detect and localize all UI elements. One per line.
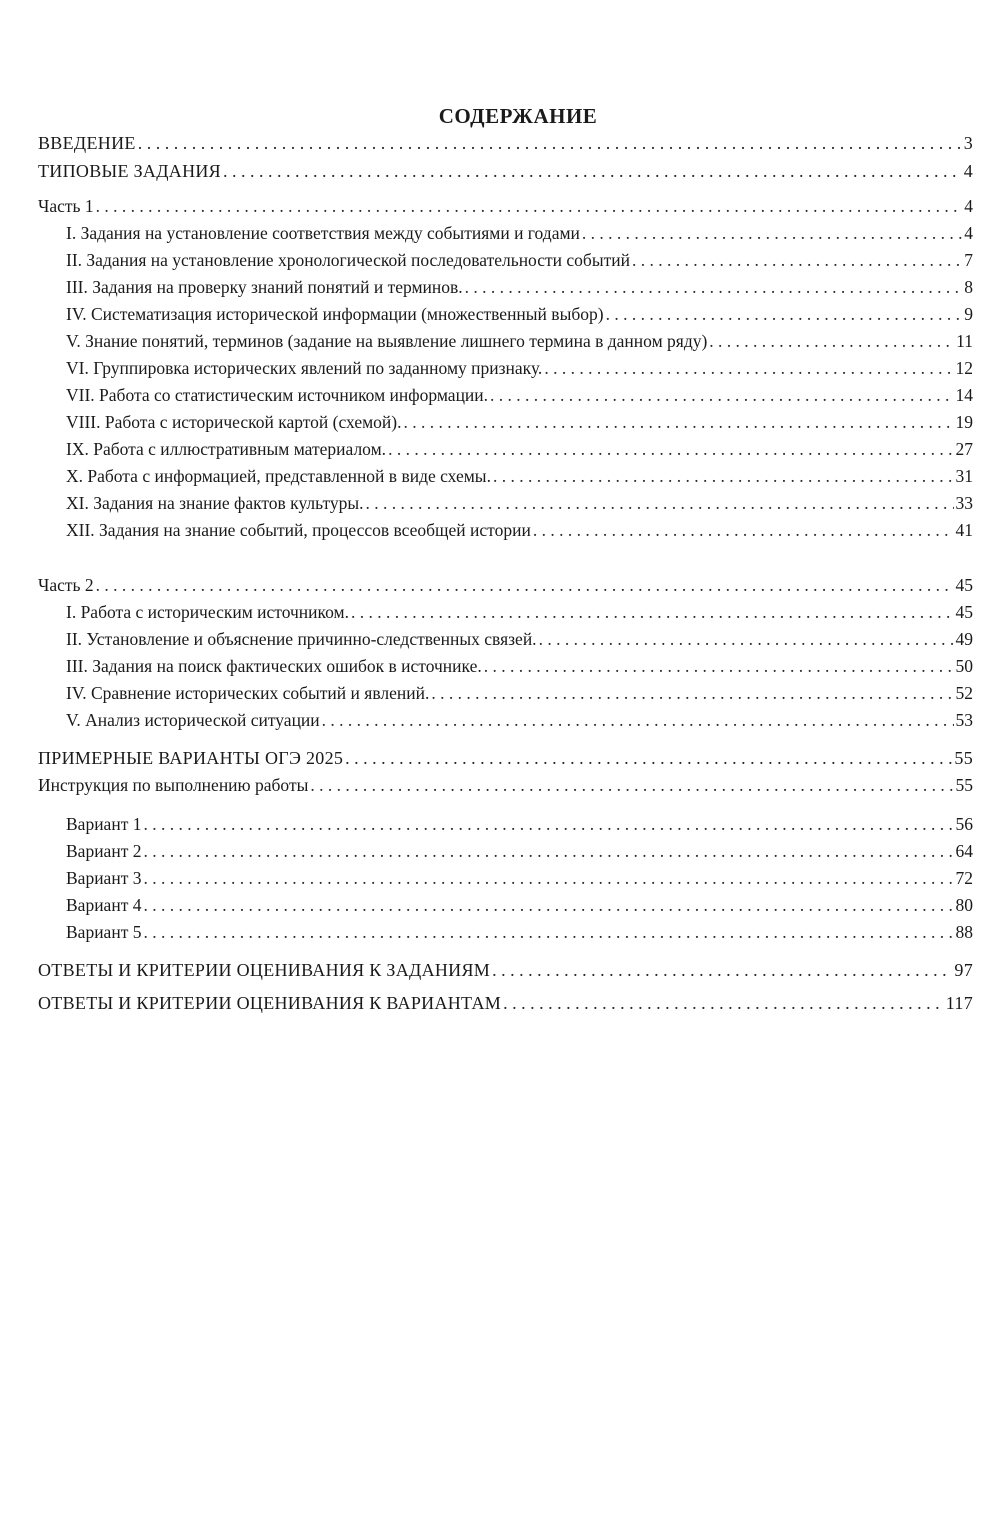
toc-dot-leader	[310, 772, 953, 798]
toc-dot-leader	[96, 193, 963, 219]
toc-dot-leader	[345, 745, 952, 771]
toc-entry-page-number: 31	[955, 466, 973, 486]
toc-entry-label: Вариант 3	[66, 868, 142, 888]
toc-entry	[66, 220, 973, 246]
toc-entry-page-number: 45	[955, 602, 973, 622]
toc-dot-leader	[366, 490, 954, 516]
toc-entry-label: III. Задания на поиск фактических ошибок в источнике.	[66, 656, 482, 676]
toc-entry	[38, 193, 973, 219]
toc-dot-leader	[544, 355, 953, 381]
toc-dot-leader	[606, 301, 963, 327]
toc-entry-page-number: 27	[955, 439, 973, 459]
toc-dot-leader	[582, 220, 962, 246]
toc-entry	[66, 680, 973, 706]
toc-entry	[66, 811, 973, 837]
page-title: СОДЕРЖАНИЕ	[438, 104, 598, 128]
toc-entry	[38, 745, 973, 771]
toc-entry-label: Часть 1	[38, 196, 94, 216]
toc-entry	[66, 838, 973, 864]
toc-entry-page-number: 9	[964, 304, 973, 324]
toc-entry-page-number: 56	[955, 814, 973, 834]
toc-entry-label: Инструкция по выполнению работы	[38, 775, 309, 795]
toc-entry	[66, 274, 973, 300]
toc-entry-label: X. Работа с информацией, представленной в виде схемы.	[66, 466, 491, 486]
toc-entry-label: Часть 2	[38, 575, 94, 595]
toc-dot-leader	[143, 892, 953, 918]
toc-dot-leader	[404, 409, 954, 435]
toc-entry	[38, 957, 973, 983]
toc-entry	[66, 247, 973, 273]
toc-entry-page-number: 11	[956, 331, 973, 351]
toc-entry-label: IX. Работа с иллюстративным материалом.	[66, 439, 387, 459]
toc-entry-label: Вариант 2	[66, 841, 142, 861]
toc-entry-label: VII. Работа со статистическим источником информации.	[66, 385, 489, 405]
toc-dot-leader	[492, 957, 952, 983]
toc-entry	[38, 572, 973, 598]
toc-dot-leader	[503, 990, 944, 1016]
toc-entry-label: ОТВЕТЫ И КРИТЕРИИ ОЦЕНИВАНИЯ К ЗАДАНИЯМ	[38, 960, 491, 980]
toc-entry	[66, 436, 973, 462]
toc-dot-leader	[223, 158, 962, 184]
toc-entry-label: ПРИМЕРНЫЕ ВАРИАНТЫ ОГЭ 2025	[38, 748, 344, 768]
toc-entry-page-number: 52	[955, 683, 973, 703]
toc-entry-page-number: 8	[964, 277, 973, 297]
toc-entry	[66, 328, 973, 354]
toc-entry-page-number: 4	[963, 161, 973, 181]
toc-dot-leader	[388, 436, 953, 462]
toc-entry-page-number: 45	[955, 575, 973, 595]
toc-entry-label: III. Задания на проверку знаний понятий и терминов.	[66, 277, 463, 297]
toc-entry	[66, 301, 973, 327]
toc-entry-page-number: 117	[945, 993, 973, 1013]
toc-entry-page-number: 97	[954, 960, 973, 980]
toc-entry-page-number: 72	[955, 868, 973, 888]
toc-dot-leader	[709, 328, 954, 354]
toc-entry	[66, 490, 973, 516]
toc-entry-page-number: 41	[955, 520, 973, 540]
toc-entry-label: Вариант 4	[66, 895, 142, 915]
toc-entry	[66, 892, 973, 918]
toc-entry-page-number: 55	[955, 775, 973, 795]
toc-entry-page-number: 49	[955, 629, 973, 649]
toc-entry-page-number: 55	[954, 748, 973, 768]
toc-entry-page-number: 4	[964, 196, 973, 216]
toc-entry-label: I. Работа с историческим источником.	[66, 602, 350, 622]
toc-entry-label: IV. Сравнение исторических событий и явлений.	[66, 683, 430, 703]
toc-entry	[66, 707, 973, 733]
toc-entry-label: ОТВЕТЫ И КРИТЕРИИ ОЦЕНИВАНИЯ К ВАРИАНТАМ	[38, 993, 502, 1013]
toc-entry-page-number: 80	[955, 895, 973, 915]
toc-entry-label: V. Анализ исторической ситуации	[66, 710, 320, 730]
toc-entry	[66, 599, 973, 625]
toc-entry-page-number: 53	[955, 710, 973, 730]
toc-dot-leader	[632, 247, 962, 273]
toc-dot-leader	[484, 653, 954, 679]
toc-dot-leader	[351, 599, 953, 625]
toc-entry-page-number: 33	[955, 493, 973, 513]
toc-entry-page-number: 4	[964, 223, 973, 243]
toc-entry-page-number: 64	[955, 841, 973, 861]
toc-entry	[38, 158, 973, 184]
toc-entry-label: Вариант 5	[66, 922, 142, 942]
toc-entry-label: ТИПОВЫЕ ЗАДАНИЯ	[38, 161, 221, 181]
toc-dot-leader	[96, 572, 954, 598]
toc-entry	[66, 463, 973, 489]
toc-entry-label: XII. Задания на знание событий, процессов всеобщей истории	[66, 520, 531, 540]
toc-entry-label: ВВЕДЕНИЕ	[38, 133, 136, 153]
toc-dot-leader	[143, 811, 953, 837]
toc-dot-leader	[138, 130, 962, 156]
toc-entry	[38, 772, 973, 798]
toc-dot-leader	[431, 680, 953, 706]
toc-entry	[66, 382, 973, 408]
toc-entry	[66, 355, 973, 381]
toc-entry	[38, 130, 973, 156]
toc-entry-page-number: 12	[955, 358, 973, 378]
toc-entry-label: II. Установление и объяснение причинно-следственных связей.	[66, 629, 537, 649]
toc-entry	[66, 865, 973, 891]
toc-dot-leader	[490, 382, 953, 408]
toc-entry-label: VI. Группировка исторических явлений по заданному признаку.	[66, 358, 543, 378]
toc-dot-leader	[143, 919, 953, 945]
toc-entry-label: II. Задания на установление хронологической последовательности событий	[66, 250, 630, 270]
toc-entry-label: IV. Систематизация исторической информации (множественный выбор)	[66, 304, 604, 324]
toc-dot-leader	[322, 707, 954, 733]
toc-dot-leader	[143, 838, 953, 864]
toc-entry-page-number: 3	[963, 133, 973, 153]
toc-dot-leader	[533, 517, 954, 543]
toc-entry-label: Вариант 1	[66, 814, 142, 834]
toc-dot-leader	[465, 274, 963, 300]
toc-entry-page-number: 88	[955, 922, 973, 942]
toc-entry-page-number: 7	[964, 250, 973, 270]
toc-entry-label: XI. Задания на знание фактов культуры.	[66, 493, 364, 513]
toc-entry	[66, 626, 973, 652]
toc-entry	[66, 517, 973, 543]
toc-entry	[66, 919, 973, 945]
toc-dot-leader	[539, 626, 954, 652]
toc-entry-label: VIII. Работа с исторической картой (схемой).	[66, 412, 402, 432]
toc-entry-label: V. Знание понятий, терминов (задание на выявление лишнего термина в данном ряду)	[66, 331, 708, 351]
toc-entry-page-number: 14	[955, 385, 973, 405]
toc-entry-page-number: 50	[955, 656, 973, 676]
toc-dot-leader	[493, 463, 954, 489]
toc-entry-page-number: 19	[955, 412, 973, 432]
toc-entry	[66, 409, 973, 435]
toc-entry	[38, 990, 973, 1016]
toc-dot-leader	[143, 865, 953, 891]
toc-entry-label: I. Задания на установление соответствия между событиями и годами	[66, 223, 580, 243]
toc-entry	[66, 653, 973, 679]
